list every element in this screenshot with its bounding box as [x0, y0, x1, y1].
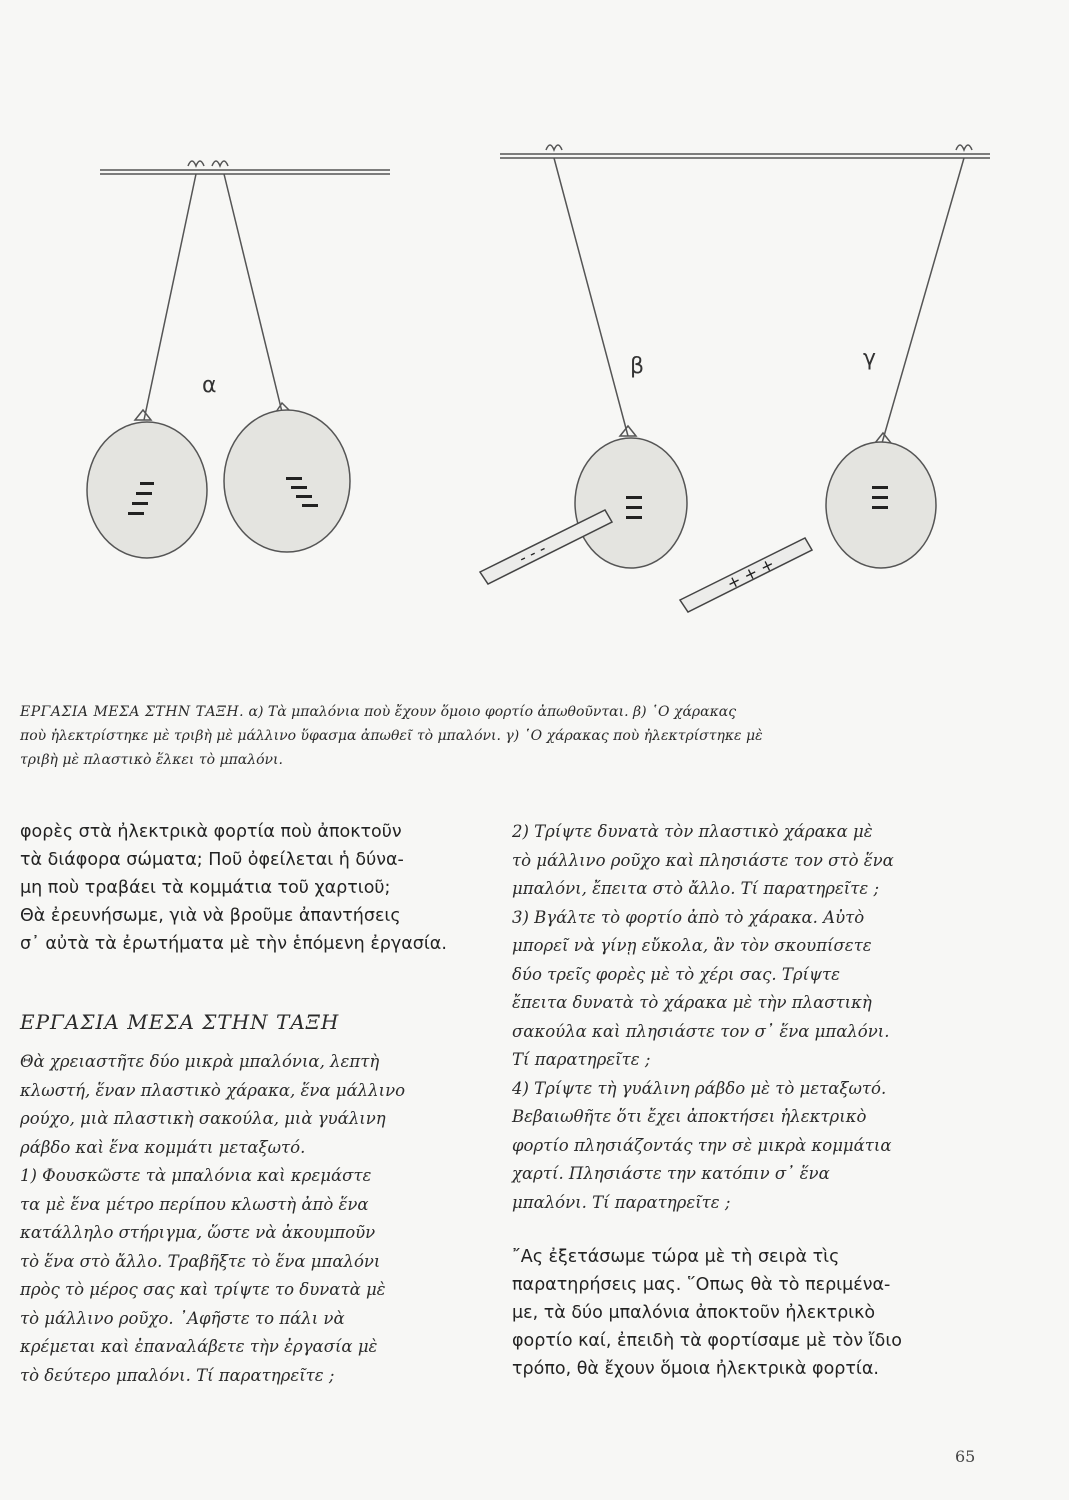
- step1-line: τὸ ἕνα στὸ ἄλλο. Τραβῆξτε τὸ ἕνα μπαλόνι: [20, 1251, 381, 1271]
- step-line: ἔπειτα δυνατὰ τὸ χάρακα μὲ τὴν πλαστικὴ: [512, 993, 872, 1012]
- left-column: [20, 818, 465, 1390]
- step1-line: πρὸς τὸ μέρος σας καὶ τρίψτε το δυνατὰ μὲ: [20, 1280, 386, 1299]
- step-line: Τί παρατηρεῖτε ;: [512, 1050, 651, 1069]
- materials-line: κλωστή, ἕναν πλαστικὸ χάρακα, ἕνα μάλλινο: [20, 1080, 406, 1100]
- label-beta: β: [630, 354, 645, 379]
- materials-line: ρούχο, μιὰ πλαστικὴ σακούλα, μιὰ γυάλινη: [20, 1109, 386, 1128]
- intro-line: μη ποὺ τραβάει τὰ κομμάτια τοῦ χαρτιοῦ;: [20, 878, 391, 898]
- step1-line: κατάλληλο στήριγμα, ὥστε νὰ ἀκουμποῦν: [20, 1223, 376, 1242]
- step1-line: τα μὲ ἕνα μέτρο περίπου κλωστὴ ἀπὸ ἕνα: [20, 1194, 369, 1214]
- step-line: δύο τρεῖς φορὲς μὲ τὸ χέρι σας. Τρίψτε: [512, 964, 840, 984]
- step-line: 2) Τρίψτε δυνατὰ τὸν πλαστικὸ χάρακα μὲ: [512, 822, 873, 841]
- page-number: 65: [955, 1447, 976, 1466]
- caption-line-1: ΕΡΓΑΣΙΑ ΜΕΣΑ ΣΤΗΝ ΤΑΞΗ. α) Τὰ μπαλόνια ποὺ ἔχουν ὅμοιο φορτίο ἀπωθοῦνται. β) ῾Ο χάρακας: [20, 704, 737, 720]
- intro-line: τὰ διάφορα σώματα; Ποῦ ὀφείλεται ἡ δύνα-: [20, 850, 404, 870]
- step1-line: κρέμεται καὶ ἐπαναλάβετε τὴν ἐργασία μὲ: [20, 1337, 378, 1356]
- conclusion-line: ῎Ας ἐξετάσωμε τώρα μὲ τὴ σειρὰ τὶς: [512, 1247, 840, 1267]
- step1-line: 1) Φουσκῶστε τὰ μπαλόνια καὶ κρεμάστε: [20, 1166, 372, 1185]
- string-right-a: [224, 174, 282, 412]
- step-line: τὸ μάλλινο ροῦχο καὶ πλησιάστε τον στὸ ἕνα: [512, 850, 894, 870]
- right-column: [512, 818, 972, 1383]
- step-line: μπαλόνι, ἔπειτα στὸ ἄλλο. Τί παρατηρεῖτε ;: [512, 879, 880, 898]
- rod-charge-negative: - - -: [515, 538, 549, 568]
- balloon-c: [826, 442, 936, 568]
- section-heading: ΕΡΓΑΣΙΑ ΜΕΣΑ ΣΤΗΝ ΤΑΞΗ: [20, 1010, 340, 1034]
- step1-line: τὸ δεύτερο μπαλόνι. Τί παρατηρεῖτε ;: [20, 1365, 335, 1385]
- step1-line: τὸ μάλλινο ροῦχο. ᾿Αφῆστε το πάλι νὰ: [20, 1308, 345, 1328]
- intro-line: Θὰ ἐρευνήσωμε, γιὰ νὰ βροῦμε ἀπαντήσεις: [20, 906, 401, 926]
- label-gamma: γ: [863, 346, 877, 371]
- step-line: μπορεῖ νὰ γίνῃ εὔκολα, ἂν τὸν σκουπίσετε: [512, 936, 872, 955]
- conclusion-line: παρατηρήσεις μας. ῞Οπως θὰ τὸ περιμένα-: [512, 1275, 891, 1295]
- step-line: χαρτί. Πλησιάστε την κατόπιν σ᾿ ἕνα: [512, 1164, 830, 1183]
- caption-line-3: τριβὴ μὲ πλαστικὸ ἕλκει τὸ μπαλόνι.: [20, 752, 283, 768]
- label-alpha: α: [202, 373, 217, 398]
- intro-line: φορὲς στὰ ἠλεκτρικὰ φορτία ποὺ ἀποκτοῦν: [20, 822, 402, 842]
- step-line: σακούλα καὶ πλησιάστε τον σ᾿ ἕνα μπαλόνι.: [512, 1021, 890, 1041]
- step-line: μπαλόνι. Τί παρατηρεῖτε ;: [512, 1192, 731, 1212]
- conclusion-line: με, τὰ δύο μπαλόνια ἀποκτοῦν ἠλεκτρικὸ: [512, 1303, 876, 1323]
- step-line: 4) Τρίψτε τὴ γυάλινη ράβδο μὲ τὸ μεταξωτό.: [512, 1078, 887, 1098]
- step-line: φορτίο πλησιάζοντάς την σὲ μικρὰ κομμάτια: [512, 1135, 892, 1155]
- intro-line: σ᾿ αὐτὰ τὰ ἐρωτήματα μὲ τὴν ἑπόμενη ἐργασία.: [20, 934, 447, 954]
- balloon-b: [575, 438, 687, 568]
- step-line: Βεβαιωθῆτε ὅτι ἔχει ἀποκτήσει ἠλεκτρικὸ: [512, 1107, 867, 1126]
- string-b: [554, 158, 628, 436]
- conclusion-line: φορτίο καί, ἐπειδὴ τὰ φορτίσαμε μὲ τὸν ἴδιο: [512, 1331, 902, 1351]
- balloon-a1: [87, 422, 207, 558]
- caption-line-2: ποὺ ἠλεκτρίστηκε μὲ τριβὴ μὲ μάλλινο ὕφασμα ἀπωθεῖ τὸ μπαλόνι. γ) ῾Ο χάρακας ποὺ ἠλεκτρίστηκε μὲ: [20, 728, 763, 744]
- string-left-a: [144, 174, 196, 420]
- step-line: 3) Βγάλτε τὸ φορτίο ἀπὸ τὸ χάρακα. Αὐτὸ: [512, 907, 865, 927]
- paragraph-spacer: [512, 1217, 972, 1243]
- conclusion-line: τρόπο, θὰ ἔχουν ὅμοια ἠλεκτρικὰ φορτία.: [512, 1359, 879, 1379]
- figure-caption: [20, 700, 980, 772]
- materials-line: ράβδο καὶ ἕνα κομμάτι μεταξωτό.: [20, 1137, 306, 1157]
- materials-line: Θὰ χρειαστῆτε δύο μικρὰ μπαλόνια, λεπτὴ: [20, 1052, 380, 1071]
- experiment-figure: [60, 130, 1020, 690]
- rod-charge-positive: + + +: [723, 554, 778, 594]
- string-c: [882, 158, 964, 443]
- caption-lead: ΕΡΓΑΣΙΑ ΜΕΣΑ ΣΤΗΝ ΤΑΞΗ.: [20, 704, 245, 720]
- balloon-a2: [224, 410, 350, 552]
